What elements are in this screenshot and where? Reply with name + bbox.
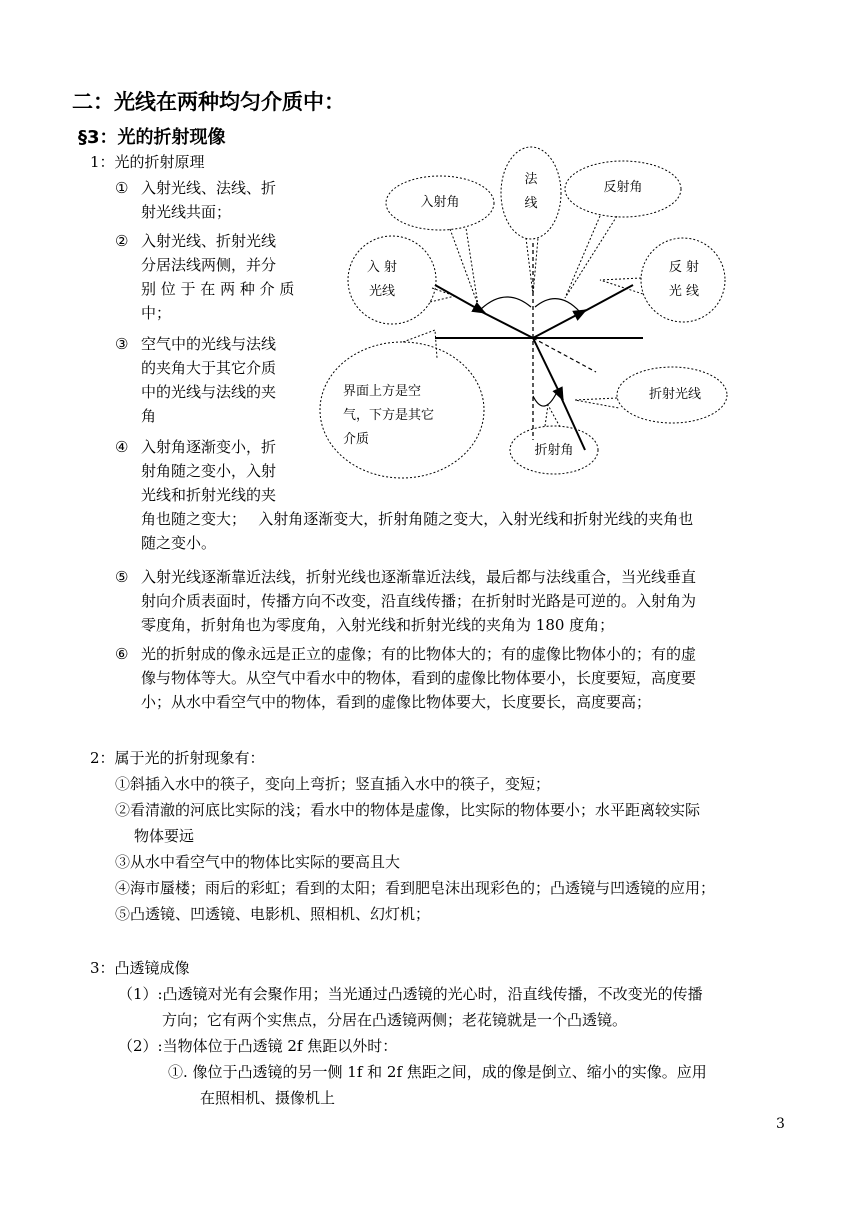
s1-item-4: ④ 入射角逐渐变小，折 射角随之变小，入射 光线和折射光线的夹 角也随之变大； 入射角逐渐变大，折射角随之变大，入射光线和折射光线的夹角也 随之变小。 xyxy=(115,438,694,552)
s3-p1-line-1: （1）:凸透镜对光有会聚作用；当光通过凸透镜的光心时，沿直线传播，不改变光的传播 xyxy=(118,985,703,1003)
label-refracted-ray: 折射光线 xyxy=(648,387,701,402)
s2-line-2b: 物体要远 xyxy=(134,827,195,845)
s1-item-1: ① 入射光线、法线、折 射光线共面； xyxy=(115,179,277,221)
refract-angle-arc xyxy=(533,392,557,406)
s1-item-6: ⑥ 光的折射成的像永远是正立的虚像；有的比物体大的；有的虚像比物体小的；有的虚 像与物体等大。从空气中看水中的物体，看到的虚像比物体要小，长度要短，高度要 小；从水中看空气中的物体，看到的虚像比物体要大，长度要长，高度要高； xyxy=(115,645,697,711)
s1-item-5: ⑤ 入射光线逐渐靠近法线，折射光线也逐渐靠近法线，最后都与法线重合，当光线垂直 射向介质表面时，传播方向不改变，沿直线传播；在折射时光路是可逆的。入射角为 零度角，折射角也为零度角，入射光线和折射光线的夹角为 180 度角； xyxy=(115,568,697,634)
s1-item-3: ③ 空气中的光线与法线 的夹角大于其它介质 中的光线与法线的夹 角 xyxy=(115,335,277,425)
s3-p3-line-1: ①. 像位于凸透镜的另一侧 1f 和 2f 焦距之间，成的像是倒立、缩小的实像。应用 xyxy=(168,1063,707,1081)
s2-line-2: ②看清澈的河底比实际的浅；看水中的物体是虚像，比实际的物体要小；水平距离较实际 xyxy=(115,801,701,819)
s2-line-4: ④海市蜃楼；雨后的彩虹；看到的太阳；看到肥皂沫出现彩色的；凸透镜与凹透镜的应用； xyxy=(115,879,716,897)
reflect-angle-arc xyxy=(535,299,580,312)
label-incident-ray: 入 射 光线 xyxy=(366,260,398,299)
s2-line-5: ⑤凸透镜、凹透镜、电影机、照相机、幻灯机； xyxy=(115,905,431,923)
page-number: 3 xyxy=(776,1116,785,1132)
s3-p2: （2）:当物体位于凸透镜 2f 焦距以外时： xyxy=(118,1037,398,1055)
section-heading: §3：光的折射现像 xyxy=(78,127,226,148)
label-incident-angle: 入射角 xyxy=(420,195,460,210)
s2-title: 2：属于光的折射现象有： xyxy=(90,749,265,767)
label-reflected-ray: 反 射 光 线 xyxy=(668,260,700,299)
refracted-ray-arrow xyxy=(533,338,563,400)
chapter-heading: 二：光线在两种均匀介质中： xyxy=(72,90,345,114)
ray-extension xyxy=(533,338,596,372)
label-refract-angle: 折射角 xyxy=(534,443,574,458)
s3-p1-line-2: 方向；它有两个实焦点，分居在凸透镜两侧；老花镜就是一个凸透镜。 xyxy=(162,1011,628,1029)
reflected-ray xyxy=(583,285,633,312)
s3-title: 3：凸透镜成像 xyxy=(90,959,190,977)
s2-line-3: ③从水中看空气中的物体比实际的要高且大 xyxy=(115,853,401,871)
s2-line-1: ①斜插入水中的筷子，变向上弯折；竖直插入水中的筷子，变短； xyxy=(115,775,551,793)
incident-angle-arc xyxy=(481,297,531,309)
reflected-ray-arrow xyxy=(533,310,586,338)
s1-item-2: ② 入射光线、折射光线 分居法线两侧，并分 别 位 于 在 两 种 介 质 中； xyxy=(115,232,295,322)
label-interface: 界面上方是空 气，下方是其它 介质 xyxy=(343,384,435,447)
label-reflect-angle: 反射角 xyxy=(603,180,643,195)
incident-ray xyxy=(482,312,533,338)
label-normal-line: 法 线 xyxy=(524,172,538,211)
s3-p3-line-2: 在照相机、摄像机上 xyxy=(200,1089,336,1107)
s1-title: 1：光的折射原理 xyxy=(90,153,205,171)
